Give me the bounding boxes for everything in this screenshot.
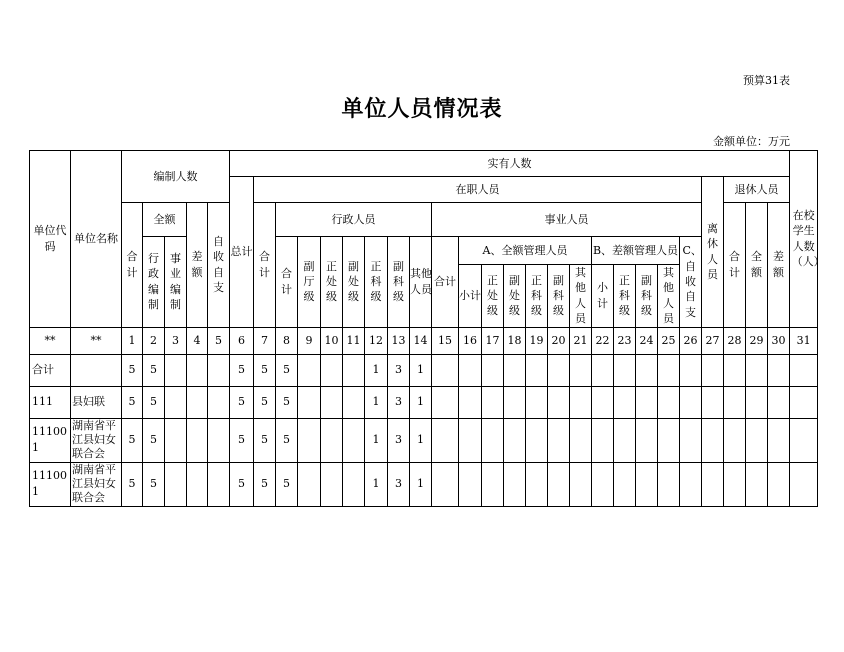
colnum-cell: 16 — [459, 327, 482, 354]
header-b-sec-deputy — [636, 265, 658, 328]
header-admin-sec-deputy-label: 副科级 — [393, 259, 404, 304]
cell — [187, 418, 208, 462]
cell — [570, 354, 592, 386]
row-name: 湖南省平江县妇女联合会 — [71, 462, 122, 506]
cell: 1 — [365, 386, 388, 418]
cell: 3 — [388, 418, 410, 462]
colnum-cell: 24 — [636, 327, 658, 354]
header-career-staff: 事业人员 — [432, 203, 702, 237]
cell: 1 — [365, 354, 388, 386]
header-a-sec-chief-label: 正科级 — [531, 273, 542, 318]
colnum-cell: 19 — [526, 327, 548, 354]
header-admin-total-label: 合计 — [281, 267, 292, 296]
colnum-cell: 27 — [702, 327, 724, 354]
cell — [459, 462, 482, 506]
cell: 5 — [254, 462, 276, 506]
header-b-sec-chief — [614, 265, 636, 328]
header-unit-code: 单位代码 — [30, 151, 71, 328]
cell — [724, 354, 746, 386]
cell — [724, 418, 746, 462]
header-career-quota-label: 事业编制 — [170, 252, 181, 312]
cell — [298, 462, 321, 506]
header-career-total: 合计 — [432, 237, 459, 328]
cell — [432, 462, 459, 506]
cell — [504, 386, 526, 418]
cell: 3 — [388, 462, 410, 506]
row-code: 111001 — [30, 418, 71, 462]
cell — [680, 386, 702, 418]
header-diff-amount-label: 差额 — [191, 250, 203, 279]
form-number: 预算31表 — [743, 74, 790, 87]
cell — [343, 386, 365, 418]
cell — [343, 418, 365, 462]
cell — [343, 354, 365, 386]
cell: 5 — [276, 354, 298, 386]
cell — [680, 462, 702, 506]
cell — [165, 354, 187, 386]
row-name: 湖南省平江县妇女联合会 — [71, 418, 122, 462]
header-admin-staff: 行政人员 — [276, 203, 432, 237]
cell — [790, 354, 818, 386]
cell — [570, 462, 592, 506]
header-a-div-chief — [482, 265, 504, 328]
cell — [746, 354, 768, 386]
cell — [702, 462, 724, 506]
header-b-sec-deputy-label: 副科级 — [641, 273, 652, 318]
colnum-cell: 10 — [321, 327, 343, 354]
cell: 5 — [122, 354, 143, 386]
colnum-cell: 13 — [388, 327, 410, 354]
cell: 3 — [388, 354, 410, 386]
header-full-amount: 全额 — [143, 203, 187, 237]
header-admin-sec-deputy — [388, 237, 410, 328]
cell: 1 — [365, 462, 388, 506]
header-diff-amount — [187, 203, 208, 328]
colnum-cell: ** — [71, 327, 122, 354]
cell — [459, 418, 482, 462]
table-row — [30, 354, 818, 386]
cell: 5 — [143, 462, 165, 506]
cell — [548, 462, 570, 506]
cell — [614, 418, 636, 462]
colnum-cell: 26 — [680, 327, 702, 354]
header-a-div-deputy-label: 副处级 — [509, 273, 520, 318]
header-admin-div-deputy — [343, 237, 365, 328]
cell: 5 — [122, 386, 143, 418]
header-career-quota — [165, 237, 187, 328]
header-quota: 编制人数 — [122, 151, 230, 203]
colnum-cell: 20 — [548, 327, 570, 354]
cell — [165, 462, 187, 506]
header-admin-others-label: 其他人员 — [410, 267, 432, 296]
colnum-cell: 15 — [432, 327, 459, 354]
cell — [321, 462, 343, 506]
cell — [614, 386, 636, 418]
header-admin-dept-deputy-label: 副厅级 — [303, 259, 315, 304]
header-quota-total-label: 合计 — [126, 250, 138, 279]
header-a-div-deputy — [504, 265, 526, 328]
header-in-service-total-label: 合计 — [259, 250, 270, 279]
cell — [321, 386, 343, 418]
header-ret-diff — [768, 203, 790, 328]
cell: 5 — [143, 386, 165, 418]
cell: 5 — [276, 386, 298, 418]
cell — [548, 354, 570, 386]
colnum-cell: 2 — [143, 327, 165, 354]
row-code: 111 — [30, 386, 71, 418]
colnum-cell: 17 — [482, 327, 504, 354]
header-ret-full-label: 全额 — [751, 250, 762, 279]
cell: 5 — [122, 418, 143, 462]
header-quota-total — [122, 203, 143, 328]
header-b-subtotal — [592, 265, 614, 328]
cell — [636, 418, 658, 462]
header-a-subtotal: 小计 — [459, 265, 482, 328]
header-a-others — [570, 265, 592, 328]
header-admin-div-deputy-label: 副处级 — [348, 259, 359, 304]
header-c-self-label: C、自收自支 — [682, 244, 702, 319]
header-b-others — [658, 265, 680, 328]
table-row — [30, 462, 818, 506]
colnum-cell: 6 — [230, 327, 254, 354]
cell — [165, 418, 187, 462]
cell — [208, 354, 230, 386]
header-admin-others — [410, 237, 432, 328]
header-ret-diff-label: 差额 — [773, 250, 785, 279]
header-b-sec-chief-label: 正科级 — [619, 273, 630, 318]
colnum-cell: 23 — [614, 327, 636, 354]
cell — [768, 386, 790, 418]
cell — [636, 354, 658, 386]
header-b-diff-mgmt: B、差额管理人员 — [592, 237, 680, 265]
cell — [724, 386, 746, 418]
cell — [548, 418, 570, 462]
header-in-service-total — [254, 203, 276, 328]
cell — [208, 462, 230, 506]
cell — [570, 386, 592, 418]
cell: 5 — [122, 462, 143, 506]
cell — [504, 418, 526, 462]
cell — [165, 386, 187, 418]
header-admin-sec-chief-label: 正科级 — [370, 259, 382, 304]
cell — [636, 462, 658, 506]
cell — [592, 386, 614, 418]
cell — [592, 418, 614, 462]
cell — [746, 386, 768, 418]
cell — [658, 386, 680, 418]
header-b-subtotal-label: 小计 — [597, 281, 608, 310]
header-unit-name: 单位名称 — [71, 151, 122, 328]
header-a-div-chief-label: 正处级 — [487, 273, 498, 318]
cell — [459, 354, 482, 386]
cell — [298, 418, 321, 462]
cell — [482, 462, 504, 506]
cell — [724, 462, 746, 506]
colnum-cell: 29 — [746, 327, 768, 354]
header-retired-group: 退休人员 — [724, 177, 790, 203]
colnum-cell: 31 — [790, 327, 818, 354]
colnum-cell: 8 — [276, 327, 298, 354]
cell: 1 — [365, 418, 388, 462]
header-b-others-label: 其他人员 — [663, 266, 674, 326]
cell — [614, 462, 636, 506]
header-self-support — [208, 203, 230, 328]
cell — [459, 386, 482, 418]
cell: 1 — [410, 354, 432, 386]
cell — [298, 386, 321, 418]
row-code: 111001 — [30, 462, 71, 506]
colnum-cell: ** — [30, 327, 71, 354]
cell: 5 — [230, 462, 254, 506]
cell — [482, 354, 504, 386]
page-title: 单位人员情况表 — [341, 96, 503, 122]
cell — [526, 386, 548, 418]
cell — [768, 354, 790, 386]
colnum-cell: 14 — [410, 327, 432, 354]
cell — [768, 462, 790, 506]
header-grand-total: 总计 — [230, 177, 254, 328]
cell — [614, 354, 636, 386]
cell — [321, 354, 343, 386]
cell — [570, 418, 592, 462]
cell — [746, 462, 768, 506]
header-c-self — [680, 237, 702, 328]
cell — [526, 354, 548, 386]
cell — [187, 386, 208, 418]
table-row — [30, 418, 818, 462]
cell — [526, 462, 548, 506]
cell: 5 — [143, 418, 165, 462]
cell — [548, 386, 570, 418]
cell — [298, 354, 321, 386]
cell — [790, 462, 818, 506]
table-row — [30, 386, 818, 418]
cell — [768, 418, 790, 462]
row-code: 合计 — [30, 354, 71, 386]
cell — [702, 354, 724, 386]
header-actual: 实有人数 — [230, 151, 790, 177]
cell: 1 — [410, 418, 432, 462]
cell — [432, 418, 459, 462]
colnum-cell: 4 — [187, 327, 208, 354]
cell — [636, 386, 658, 418]
row-name: 县妇联 — [71, 386, 122, 418]
cell — [432, 354, 459, 386]
colnum-cell: 25 — [658, 327, 680, 354]
cell — [658, 462, 680, 506]
cell: 5 — [230, 418, 254, 462]
cell — [790, 418, 818, 462]
header-ret-total-label: 合计 — [729, 250, 740, 279]
header-students-label: 在校学生人数（人） — [791, 209, 825, 269]
cell — [432, 386, 459, 418]
cell — [343, 462, 365, 506]
colnum-cell: 1 — [122, 327, 143, 354]
colnum-cell: 18 — [504, 327, 526, 354]
colnum-cell: 9 — [298, 327, 321, 354]
cell — [702, 386, 724, 418]
cell — [504, 354, 526, 386]
cell — [658, 418, 680, 462]
column-number-row — [30, 327, 818, 354]
cell — [187, 462, 208, 506]
colnum-cell: 21 — [570, 327, 592, 354]
header-retiree — [702, 177, 724, 328]
cell — [526, 418, 548, 462]
cell — [592, 462, 614, 506]
cell — [592, 354, 614, 386]
cell: 3 — [388, 386, 410, 418]
cell — [321, 418, 343, 462]
header-self-support-label: 自收自支 — [213, 235, 224, 295]
cell — [790, 386, 818, 418]
cell: 5 — [254, 354, 276, 386]
colnum-cell: 11 — [343, 327, 365, 354]
cell: 1 — [410, 462, 432, 506]
header-ret-full — [746, 203, 768, 328]
colnum-cell: 5 — [208, 327, 230, 354]
header-retiree-label: 离休人员 — [707, 222, 718, 282]
header-admin-total — [276, 237, 298, 328]
header-admin-quota-label: 行政编制 — [148, 252, 159, 312]
cell — [504, 462, 526, 506]
colnum-cell: 30 — [768, 327, 790, 354]
header-a-sec-deputy — [548, 265, 570, 328]
colnum-cell: 28 — [724, 327, 746, 354]
cell: 5 — [230, 386, 254, 418]
colnum-cell: 7 — [254, 327, 276, 354]
cell: 5 — [276, 418, 298, 462]
header-ret-total — [724, 203, 746, 328]
cell: 5 — [276, 462, 298, 506]
header-admin-dept-deputy — [298, 237, 321, 328]
cell — [208, 386, 230, 418]
header-admin-sec-chief — [365, 237, 388, 328]
cell — [482, 418, 504, 462]
header-admin-div-chief — [321, 237, 343, 328]
cell — [702, 418, 724, 462]
header-in-service: 在职人员 — [254, 177, 702, 203]
header-students — [790, 151, 825, 328]
cell — [208, 418, 230, 462]
cell: 1 — [410, 386, 432, 418]
header-admin-div-chief-label: 正处级 — [326, 259, 337, 304]
cell: 5 — [143, 354, 165, 386]
cell: 5 — [254, 418, 276, 462]
header-admin-quota — [143, 237, 165, 328]
colnum-cell: 3 — [165, 327, 187, 354]
amount-unit: 金额单位：万元 — [713, 135, 790, 148]
cell — [658, 354, 680, 386]
staff-table — [29, 150, 825, 507]
cell — [680, 354, 702, 386]
row-name — [71, 354, 122, 386]
cell — [187, 354, 208, 386]
colnum-cell: 22 — [592, 327, 614, 354]
cell — [680, 418, 702, 462]
header-a-sec-chief — [526, 265, 548, 328]
cell: 5 — [230, 354, 254, 386]
colnum-cell: 12 — [365, 327, 388, 354]
header-a-others-label: 其他人员 — [575, 266, 586, 326]
cell — [482, 386, 504, 418]
header-a-full-mgmt: A、全额管理人员 — [459, 237, 592, 265]
cell — [746, 418, 768, 462]
cell: 5 — [254, 386, 276, 418]
header-a-sec-deputy-label: 副科级 — [553, 273, 564, 318]
